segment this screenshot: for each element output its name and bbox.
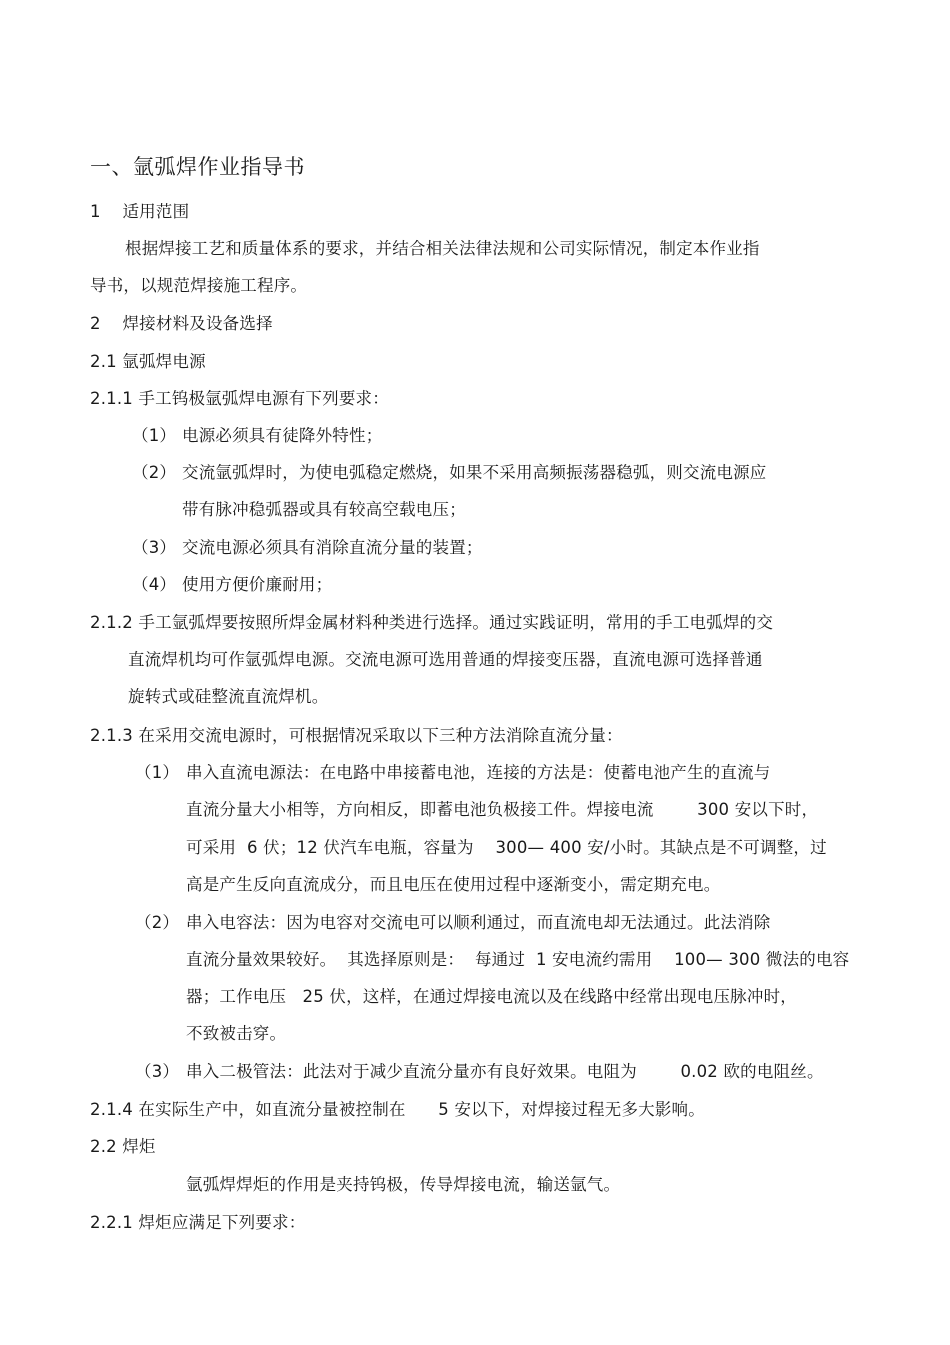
list-item-text-continuation: 带有脉冲稳弧器或具有较高空载电压；: [182, 500, 466, 519]
method-1-number: （1）: [135, 763, 180, 782]
section-2-2-1-heading: 2.2.1 焊炬应满足下列要求：: [90, 1213, 306, 1232]
method-2-line-1: 串入电容法：因为电容对交流电可以顺利通过，而直流电却无法通过。此法消除: [186, 913, 771, 932]
section-2-1-4: 2.1.4 在实际生产中，如直流分量被控制在 5 安以下，对焊接过程无多大影响。: [90, 1100, 705, 1119]
method-3-number: （3）: [135, 1062, 180, 1081]
list-item-number: （1）: [132, 426, 177, 445]
method-1-line-2: 直流分量大小相等，方向相反，即蓄电池负极接工件。焊接电流 300 安以下时，: [186, 800, 819, 819]
list-item-text: 使用方便价廉耐用；: [182, 575, 333, 594]
section-1-paragraph-line-2: 导书，以规范焊接施工程序。: [90, 276, 308, 295]
method-3-line-1: 串入二极管法：此法对于减少直流分量亦有良好效果。电阻为 0.02 欧的电阻丝。: [186, 1062, 824, 1081]
document-title: 一、氩弧焊作业指导书: [90, 155, 305, 179]
method-2-number: （2）: [135, 913, 180, 932]
list-item-number: （3）: [132, 538, 177, 557]
section-2-1-2-line-1: 2.1.2 手工氩弧焊要按照所焊金属材料种类进行选择。通过实践证明，常用的手工电弧焊的交: [90, 613, 774, 632]
section-2-2-paragraph: 氩弧焊焊炬的作用是夹持钨极，传导焊接电流，输送氩气。: [186, 1175, 621, 1194]
section-2-1-2-line-3: 旋转式或硅整流直流焊机。: [128, 687, 329, 706]
section-2-1-1-heading: 2.1.1 手工钨极氩弧焊电源有下列要求：: [90, 389, 389, 408]
section-2-1-2-line-2: 直流焊机均可作氩弧焊电源。交流电源可选用普通的焊接变压器，直流电源可选择普通: [128, 650, 763, 669]
section-2-2-heading: 2.2 焊炬: [90, 1137, 156, 1156]
method-2-line-3: 器；工作电压 25 伏，这样，在通过焊接电流以及在线路中经常出现电压脉冲时，: [186, 987, 797, 1006]
list-item-number: （4）: [132, 575, 177, 594]
list-item-text: 交流电源必须具有消除直流分量的装置；: [182, 538, 483, 557]
method-1-line-1: 串入直流电源法：在电路中串接蓄电池，连接的方法是：使蓄电池产生的直流与: [186, 763, 771, 782]
list-item-text: 交流氩弧焊时，为使电弧稳定燃烧，如果不采用高频振荡器稳弧，则交流电源应: [182, 463, 767, 482]
method-1-line-4: 高是产生反向直流成分，而且电压在使用过程中逐渐变小，需定期充电。: [186, 875, 721, 894]
method-2-line-2: 直流分量效果较好。 其选择原则是： 每通过 1 安电流约需用 100— 300 微法的电容: [186, 950, 850, 969]
section-2-heading: 2 焊接材料及设备选择: [90, 314, 273, 333]
section-1-heading: 1 适用范围: [90, 202, 190, 221]
method-1-line-3: 可采用 6 伏；12 伏汽车电瓶，容量为 300— 400 安/小时。其缺点是不可调整，过: [186, 838, 827, 857]
list-item-number: （2）: [132, 463, 177, 482]
section-1-paragraph-line-1: 根据焊接工艺和质量体系的要求，并结合相关法律法规和公司实际情况，制定本作业指: [125, 239, 760, 258]
section-2-1-heading: 2.1 氩弧焊电源: [90, 352, 206, 371]
list-item-text: 电源必须具有徒降外特性；: [182, 426, 383, 445]
section-2-1-3-heading: 2.1.3 在采用交流电源时，可根据情况采取以下三种方法消除直流分量：: [90, 726, 623, 745]
method-2-line-4: 不致被击穿。: [186, 1024, 287, 1043]
